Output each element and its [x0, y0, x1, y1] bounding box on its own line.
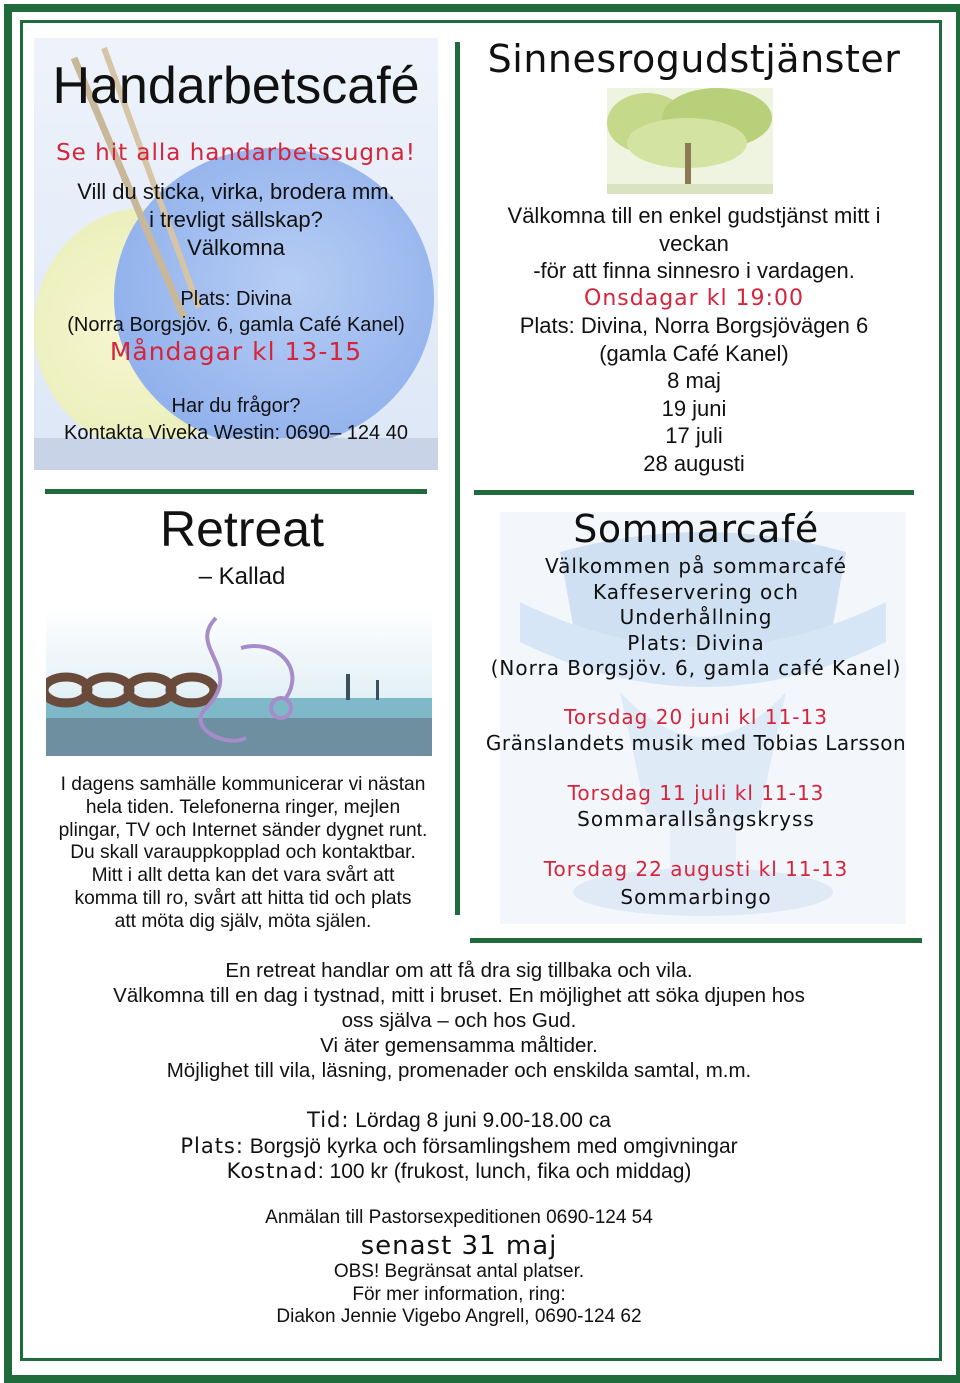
handarbete-line1: Vill du sticka, virka, brodera mm. [77, 179, 395, 204]
sinnesro-date: 19 juni [661, 395, 727, 421]
retreat-title: Retreat [160, 501, 324, 557]
handarbete-contact: Kontakta Viveka Westin: 0690– 124 40 [64, 422, 408, 444]
retreat-details [34, 1108, 884, 1185]
tid-label: Tid: [307, 1108, 350, 1132]
handarbete-intro [34, 178, 438, 262]
event-desc: Sommarbingo [620, 885, 772, 909]
handarbete-line2: i trevligt sällskap? [149, 207, 323, 232]
handarbete-question: Har du frågor? [171, 395, 301, 417]
sinnesro-time: Onsdagar kl 19:00 [584, 285, 804, 311]
retreat-body-line: Vi äter gemensamma måltider. [320, 1034, 598, 1057]
retreat-intro [34, 774, 452, 934]
retreat-intro-line: Du skall varauppkopplad och kontaktbar. [70, 842, 416, 864]
handarbete-title: Handarbetscafé [52, 57, 420, 115]
retreat-signup: Anmälan till Pastorsexpeditionen 0690-124 54 [265, 1207, 653, 1228]
tid-value: Lördag 8 juni 9.00-18.00 ca [349, 1109, 611, 1132]
sinnesro-date: 28 augusti [643, 450, 745, 476]
handarbete-place [34, 286, 438, 338]
retreat-tid [34, 1108, 884, 1134]
retreat-contact: Diakon Jennie Vigebo Angrell, 0690-124 62 [276, 1306, 642, 1327]
tree-image [607, 88, 773, 194]
divider-right-bottom [470, 938, 922, 943]
retreat-contact-block [34, 1261, 884, 1329]
retreat-subtitle: – Kallad [198, 563, 286, 590]
event-date: Torsdag 11 juli kl 11-13 [567, 781, 825, 805]
sinnesro-intro3: -för att finna sinnesro i vardagen. [533, 258, 855, 283]
retreat-intro-line: I dagens samhälle kommunicerar vi nästan [60, 774, 426, 795]
retreat-plats [34, 1134, 884, 1160]
sinnesro-date: 8 maj [667, 368, 721, 393]
sommarcafe-info [456, 554, 936, 682]
retreat-intro-line: komma till ro, svårt att hitta tid och plats [74, 887, 412, 909]
sommarcafe-line: Underhållning [619, 605, 773, 629]
chain-image [46, 608, 432, 756]
event-date: Torsdag 20 juni kl 11-13 [564, 705, 828, 729]
sinnesro-intro1: Välkomna till en enkel gudstjänst mitt i [507, 203, 881, 228]
sommarcafe-line: Kaffeservering och [593, 579, 799, 604]
sinnesro-place1: Plats: Divina, Norra Borgsjövägen 6 [519, 313, 869, 338]
handarbete-time: Måndagar kl 13-15 [109, 337, 363, 366]
kostnad-label: Kostnad [226, 1159, 318, 1183]
divider-left [45, 489, 427, 494]
plats-value: Borgsjö kyrka och församlingshem med omgivningar [243, 1134, 738, 1158]
retreat-body-line: oss själva – och hos Gud. [341, 1009, 577, 1032]
sommarcafe-line: (Norra Borgsjöv. 6, gamla café Kanel) [490, 656, 902, 680]
sinnesro-intro2: veckan [659, 230, 729, 256]
retreat-intro-line: Mitt i allt detta kan det vara svårt att [91, 865, 395, 887]
sinnesro-title: Sinnesrogudstjänster [487, 37, 901, 81]
retreat-deadline: senast 31 maj [360, 1231, 558, 1261]
retreat-body-line: Välkomna till en dag i tystnad, mitt i bruset. En möjlighet att söka djupen hos [113, 984, 805, 1007]
handarbete-tagline: Se hit alla handarbetssugna! [56, 140, 416, 166]
retreat-body [34, 958, 884, 1083]
retreat-body-line: En retreat handlar om att få dra sig tillbaka och vila. [225, 959, 693, 982]
sommarcafe-title: Sommarcafé [573, 507, 819, 551]
retreat-intro-line: att möta dig själv, möta själen. [114, 910, 372, 932]
sommarcafe-line: Plats: Divina [627, 630, 765, 655]
retreat-intro-line: plingar, TV och Internet sänder dygnet runt. [58, 819, 428, 841]
retreat-body-line: Möjlighet till vila, läsning, promenader och enskilda samtal, m.m. [166, 1059, 752, 1082]
retreat-intro-line: hela tiden. Telefonerna ringer, mejlen [85, 796, 401, 818]
sinnesro-body [466, 202, 922, 477]
handarbete-contact-block [34, 393, 438, 447]
sommarcafe-line: Välkommen på sommarcafé [545, 554, 847, 578]
sommarcafe-event [460, 855, 932, 911]
event-date: Torsdag 22 augusti kl 11-13 [543, 857, 849, 881]
kostnad-value: : 100 kr (frukost, lunch, fika och middag) [317, 1160, 692, 1183]
handarbete-place2: (Norra Borgsjöv. 6, gamla Café Kanel) [67, 314, 405, 336]
event-desc: Gränslandets musik med Tobias Larsson [485, 731, 907, 755]
handarbete-place1: Plats: Divina [180, 288, 292, 310]
sommarcafe-event [460, 704, 932, 756]
retreat-kostnad [34, 1159, 884, 1185]
divider-right-top [474, 490, 914, 495]
plats-label: Plats: [180, 1133, 244, 1158]
retreat-info: För mer information, ring: [352, 1283, 566, 1305]
handarbete-line3: Välkomna [187, 235, 285, 260]
sinnesro-date: 17 juli [665, 423, 723, 448]
event-desc: Sommarallsångskryss [577, 807, 815, 831]
retreat-obs: OBS! Begränsat antal platser. [333, 1261, 585, 1282]
sinnesro-place2: (gamla Café Kanel) [599, 340, 789, 366]
sommarcafe-event [460, 780, 932, 832]
